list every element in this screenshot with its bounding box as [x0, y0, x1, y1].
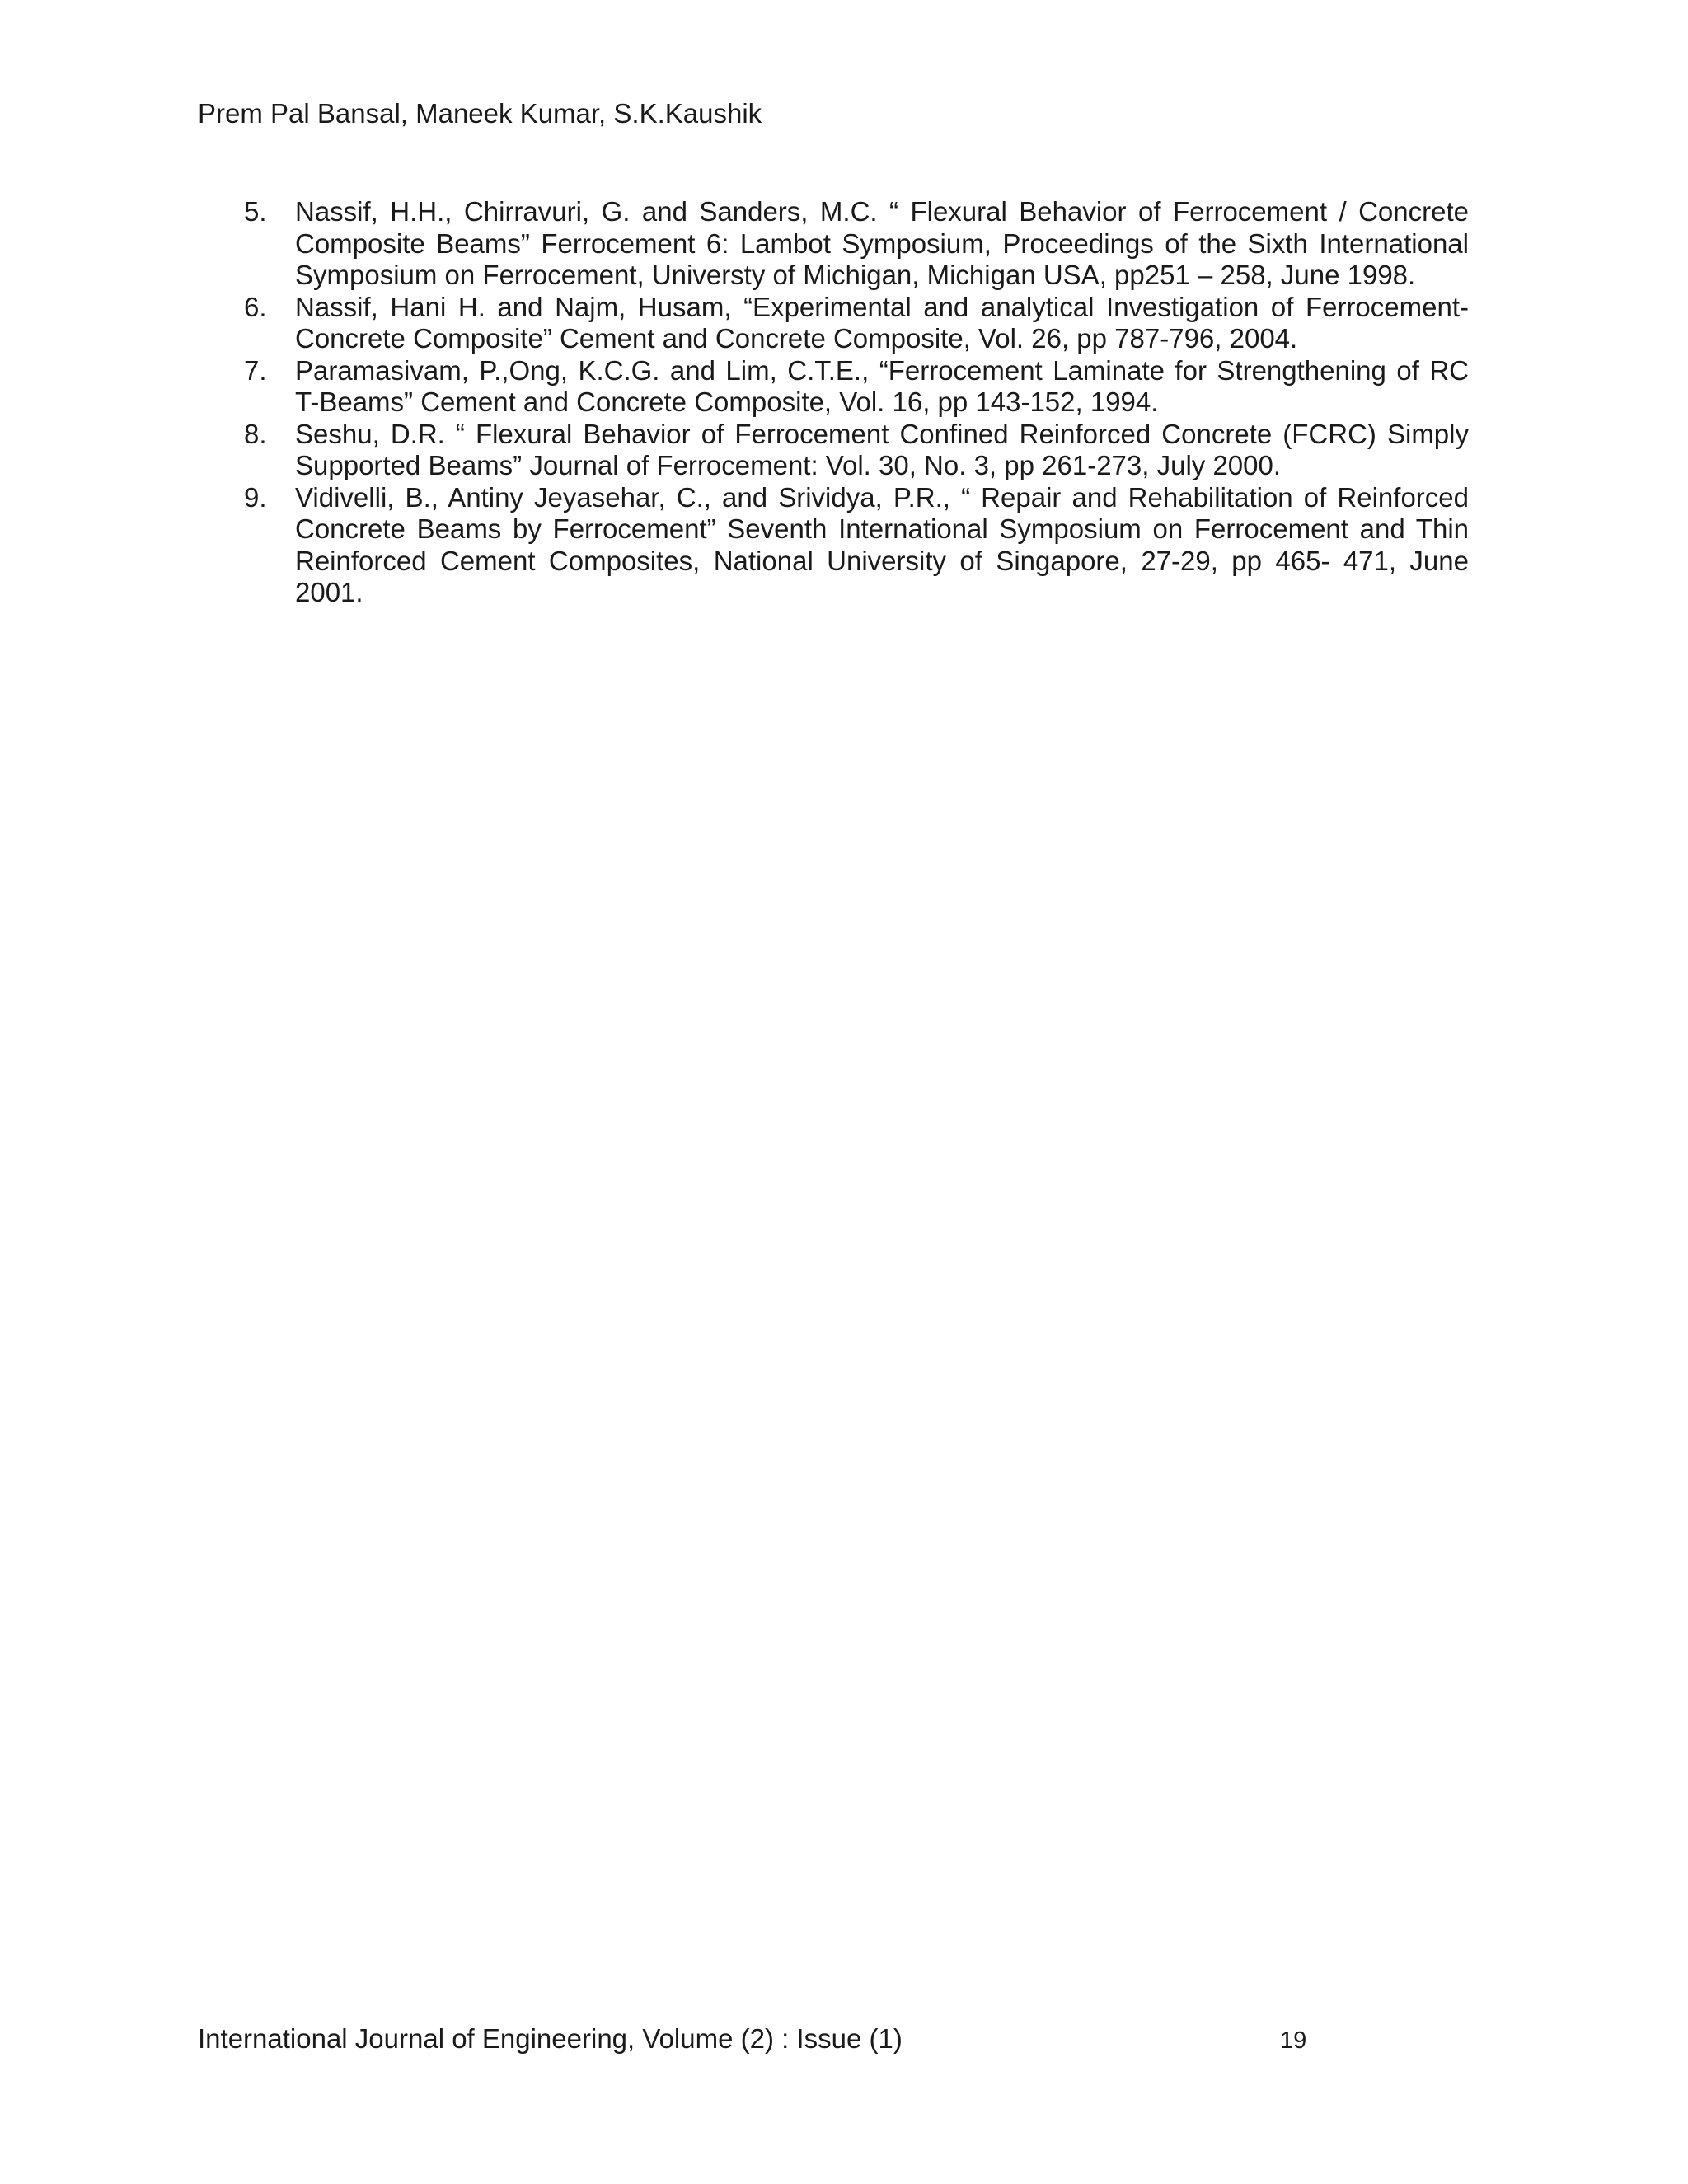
reference-item	[244, 355, 1469, 419]
reference-text: Nassif, Hani H. and Najm, Husam, “Experimental and analytical Investigation of Ferrocement-Concrete Composite” Cement and Concrete Composite, Vol. 26, pp 787-796, 2004.	[295, 291, 1469, 354]
reference-text: Nassif, H.H., Chirravuri, G. and Sanders, M.C. “ Flexural Behavior of Ferrocement / Concrete Composite Beams” Ferrocement 6: Lambot Symposium, Proceedings of the Sixth International Symposium on Ferrocement, Universty of Michigan, Michigan USA, pp251 – 258, June 1998.	[295, 196, 1469, 290]
running-head-authors: Prem Pal Bansal, Maneek Kumar, S.K.Kaushik	[198, 98, 762, 129]
reference-item	[244, 196, 1469, 292]
reference-number: 8.	[244, 418, 267, 449]
footer-journal-title: International Journal of Engineering, Volume (2) : Issue (1)	[198, 2023, 903, 2054]
reference-list	[244, 196, 1469, 609]
reference-item	[244, 482, 1469, 609]
reference-item	[244, 292, 1469, 355]
reference-text: Paramasivam, P.,Ong, K.C.G. and Lim, C.T.E., “Ferrocement Laminate for Strengthening of RC T-Beams” Cement and Concrete Composite, Vol. 16, pp 143-152, 1994.	[295, 354, 1469, 417]
reference-number: 7.	[244, 354, 267, 386]
reference-text: Vidivelli, B., Antiny Jeyasehar, C., and Srividya, P.R., “ Repair and Rehabilitation of Reinforced Concrete Beams by Ferrocement” Seventh International Symposium on Ferrocement and Thin Reinforced Cement Composites, National University of Singapore, 27-29, pp 465- 471, June 2001.	[295, 481, 1469, 607]
reference-text: Seshu, D.R. “ Flexural Behavior of Ferrocement Confined Reinforced Concrete (FCRC) Simply Supported Beams” Journal of Ferrocement: Vol. 30, No. 3, pp 261-273, July 2000.	[295, 418, 1469, 480]
footer-page-number: 19	[1280, 2027, 1307, 2054]
reference-number: 5.	[244, 196, 267, 227]
reference-number: 9.	[244, 481, 267, 513]
reference-item	[244, 419, 1469, 482]
reference-number: 6.	[244, 291, 267, 322]
